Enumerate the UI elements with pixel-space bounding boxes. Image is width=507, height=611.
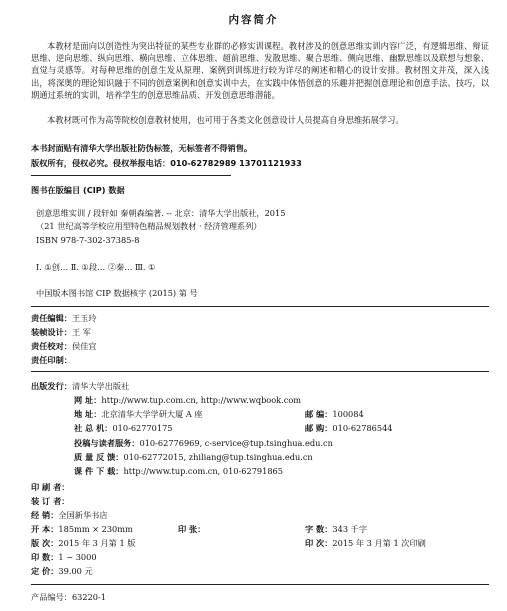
edition-label: 版 次： bbox=[31, 538, 59, 548]
anti-counterfeit-notice: 本书封面贴有清华大学出版社防伪标签，无标签者不得销售。 bbox=[31, 143, 253, 153]
address-label: 地 址： bbox=[74, 409, 102, 419]
staff-label: 责任印制： bbox=[31, 355, 72, 365]
divider bbox=[31, 306, 489, 307]
price-label: 定 价： bbox=[31, 566, 59, 576]
staff-value: 王 军 bbox=[71, 327, 91, 337]
publisher-postcode-row bbox=[305, 409, 364, 420]
staff-row bbox=[31, 341, 97, 352]
quality-label: 质 量 反 馈： bbox=[74, 452, 124, 462]
staff-row bbox=[31, 355, 72, 366]
printer-label: 印 刷 者： bbox=[31, 482, 70, 492]
divider bbox=[31, 175, 231, 176]
edition-value: 2015 年 3 月第 1 版 bbox=[58, 538, 136, 548]
price-value: 39.00 元 bbox=[58, 566, 93, 576]
download-label: 课 件 下 载： bbox=[74, 466, 124, 476]
format-value: 185mm × 230mm bbox=[58, 524, 133, 534]
summary-paragraph-2: 本教材既可作为高等院校创意教材使用，也可用于各类文化创意设计人员提高自身思维拓展学习。 bbox=[47, 115, 404, 125]
edition-row bbox=[31, 538, 135, 549]
format-row bbox=[31, 524, 133, 535]
cip-heading: 图书在版编目 (CIP) 数据 bbox=[31, 185, 125, 195]
rights-notice: 版权所有，侵权必究。侵权举报电话：010-62782989 13701121933 bbox=[31, 158, 302, 168]
impression-value: 2015 年 3 月第 1 次印刷 bbox=[332, 538, 426, 548]
summary-paragraph-1: 本教材是面向以创造性为突出特征的某些专业群的必修实训课程。教材涉及的创意思维实训内容广泛，有逻辑思维、辩证思维、逆向思维、纵向思维、横向思维、立体思维、超前思维、发散思维、聚合思维、侧向思维、幽默思维以及联想与想象、直觉与灵感等。对每种思维的创意生发从原理、案例到训练进行较为详尽的阐述和精心的设计安排。教材图文并茂，深入浅出，将深奥的理论知识融于不同的创意案例和创意实训中去，在实践中体悟创意的乐趣并把握创意理论和创意手法、技巧，以期通过系统的实训，培养学生的创意思维品质、开发创意思维潜能。 bbox=[31, 41, 489, 100]
distributor-row bbox=[31, 510, 108, 521]
words-label: 字 数： bbox=[305, 524, 333, 534]
words-value: 343 千字 bbox=[332, 524, 368, 534]
divider bbox=[31, 371, 489, 372]
product-code-row bbox=[31, 592, 106, 603]
words-row bbox=[305, 524, 367, 535]
sheets-row bbox=[178, 524, 205, 535]
staff-value: 王玉玲 bbox=[71, 313, 97, 323]
printer-row bbox=[31, 482, 69, 493]
price-row bbox=[31, 566, 93, 577]
page-title: 内容简介 bbox=[228, 14, 279, 26]
impression-row bbox=[305, 538, 426, 549]
binder-label: 装 订 者： bbox=[31, 496, 70, 506]
copies-value: 1 ~ 3000 bbox=[58, 552, 97, 562]
cip-line-1: 创意思维实训 / 段轩如 秦朝森编著. -- 北京：清华大学出版社，2015 bbox=[36, 208, 286, 218]
quality-value: 010-62772015, zhiliang@tup.tsinghua.edu.cn bbox=[123, 452, 313, 462]
mailorder-value: 010-62786544 bbox=[332, 423, 393, 433]
cip-isbn: ISBN 978-7-302-37385-8 bbox=[36, 235, 140, 245]
download-value: http://www.tup.com.cn, 010-62791865 bbox=[123, 466, 283, 476]
publisher-row bbox=[31, 381, 129, 392]
binder-row bbox=[31, 496, 69, 507]
sheets-label: 印 张： bbox=[178, 524, 206, 534]
staff-row bbox=[31, 313, 97, 324]
staff-label: 责任校对： bbox=[31, 341, 72, 351]
switchboard-label: 社 总 机： bbox=[74, 423, 113, 433]
publisher-switchboard-row bbox=[74, 423, 173, 434]
copies-label: 印 数： bbox=[31, 552, 59, 562]
publisher-web-row bbox=[74, 395, 301, 406]
contribution-value: 010-62776969, c-service@tup.tsinghua.edu.cn bbox=[139, 438, 333, 448]
staff-label: 责任编辑： bbox=[31, 313, 72, 323]
mailorder-label: 邮 购： bbox=[305, 423, 333, 433]
cip-record: 中国版本图书馆 CIP 数据核字 (2015) 第 号 bbox=[36, 288, 198, 298]
staff-label: 装帧设计： bbox=[31, 327, 72, 337]
publisher-quality-row bbox=[74, 452, 313, 463]
postcode-label: 邮 编： bbox=[305, 409, 333, 419]
web-label: 网 址： bbox=[74, 395, 102, 405]
contribution-label: 投稿与读者服务： bbox=[74, 438, 140, 448]
divider bbox=[31, 584, 489, 585]
product-code-value: 63220-1 bbox=[71, 592, 106, 602]
copies-row bbox=[31, 552, 97, 563]
address-value: 北京清华大学学研大厦 A 座 bbox=[101, 409, 203, 419]
switchboard-value: 010-62770175 bbox=[112, 423, 173, 433]
postcode-value: 100084 bbox=[332, 409, 364, 419]
format-label: 开 本： bbox=[31, 524, 59, 534]
cip-classification: Ⅰ. ①创… Ⅱ. ①段… ②秦… Ⅲ. ① bbox=[36, 262, 156, 272]
product-code-label: 产品编号： bbox=[31, 592, 72, 602]
publisher-label: 出版发行： bbox=[31, 381, 72, 391]
staff-value: 侯佳宜 bbox=[71, 341, 97, 351]
distributor-value: 全国新华书店 bbox=[58, 510, 108, 520]
cip-line-2: （21 世纪高等学校应用型特色精品规划教材 · 经济管理系列） bbox=[36, 221, 262, 231]
staff-row bbox=[31, 327, 91, 338]
publisher-name: 清华大学出版社 bbox=[71, 381, 130, 391]
publisher-download-row bbox=[74, 466, 283, 477]
impression-label: 印 次： bbox=[305, 538, 333, 548]
publisher-mailorder-row bbox=[305, 423, 393, 434]
publisher-address-row bbox=[74, 409, 203, 420]
distributor-label: 经 销： bbox=[31, 510, 59, 520]
web-value: http://www.tup.com.cn, http://www.wqbook.com bbox=[101, 395, 302, 405]
publisher-contribution-row bbox=[74, 438, 333, 449]
